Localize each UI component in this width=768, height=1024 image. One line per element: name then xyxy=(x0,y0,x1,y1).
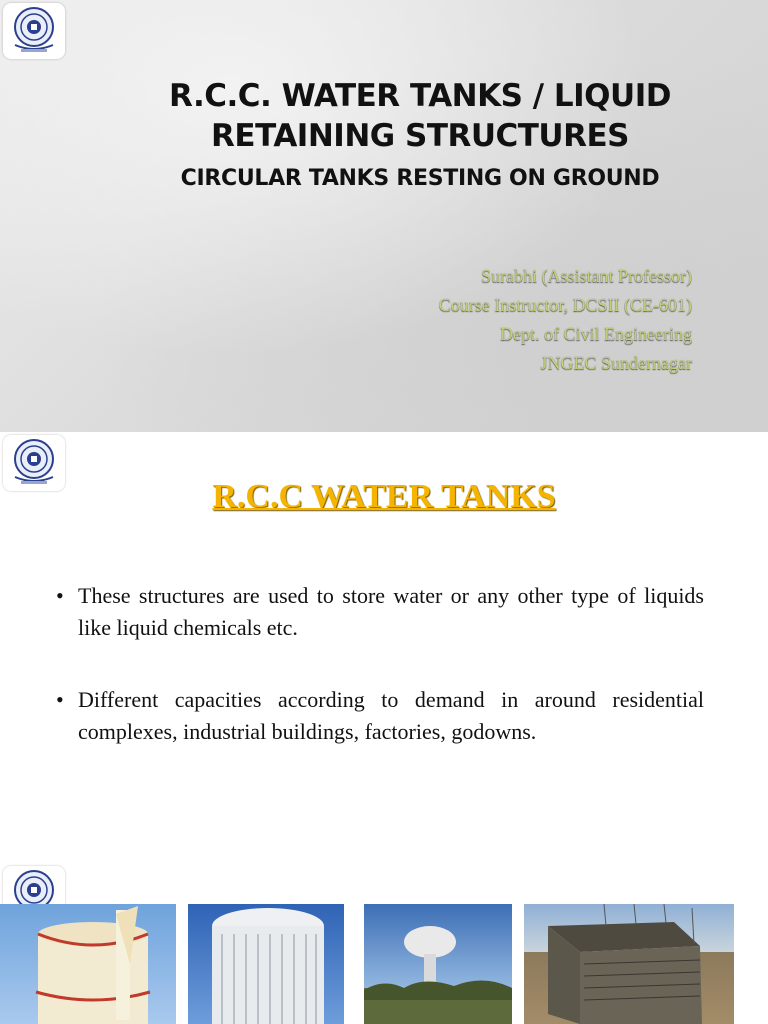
title-line-2: RETAINING STRUCTURES xyxy=(211,118,629,154)
slide-heading: R.C.C WATER TANKS xyxy=(212,478,556,515)
title-line-1: R.C.C. WATER TANKS / LIQUID xyxy=(169,78,671,114)
list-item xyxy=(56,684,704,748)
bullet-text: These structures are used to store water or any other type of liquids like liquid chemicals etc. xyxy=(78,583,704,640)
presentation-subtitle: CIRCULAR TANKS RESTING ON GROUND xyxy=(180,166,660,191)
bullet-list xyxy=(56,580,704,788)
rectangular-tank-construction-photo xyxy=(524,904,734,1024)
circular-tank-photo xyxy=(0,904,176,1024)
author-line: JNGEC Sundernagar xyxy=(540,353,692,373)
author-line: Surabhi (Assistant Professor) xyxy=(481,266,692,286)
ribbed-tower-tank-photo xyxy=(188,904,344,1024)
list-item xyxy=(56,580,704,644)
elevated-sphere-tank-photo xyxy=(364,904,512,1024)
bullet-icon: • xyxy=(56,687,64,712)
photo-slide xyxy=(0,836,768,1024)
presentation-title xyxy=(0,76,768,156)
content-slide xyxy=(0,432,768,836)
author-line: Course Instructor, DCSII (CE-601) xyxy=(438,295,692,315)
author-line: Dept. of Civil Engineering xyxy=(500,324,692,344)
author-block xyxy=(439,262,692,378)
bullet-icon: • xyxy=(56,583,64,608)
bullet-text: Different capacities according to demand in around residential complexes, industrial buildings, factories, godowns. xyxy=(78,687,704,744)
college-emblem-icon xyxy=(3,3,65,59)
title-slide xyxy=(0,0,768,432)
